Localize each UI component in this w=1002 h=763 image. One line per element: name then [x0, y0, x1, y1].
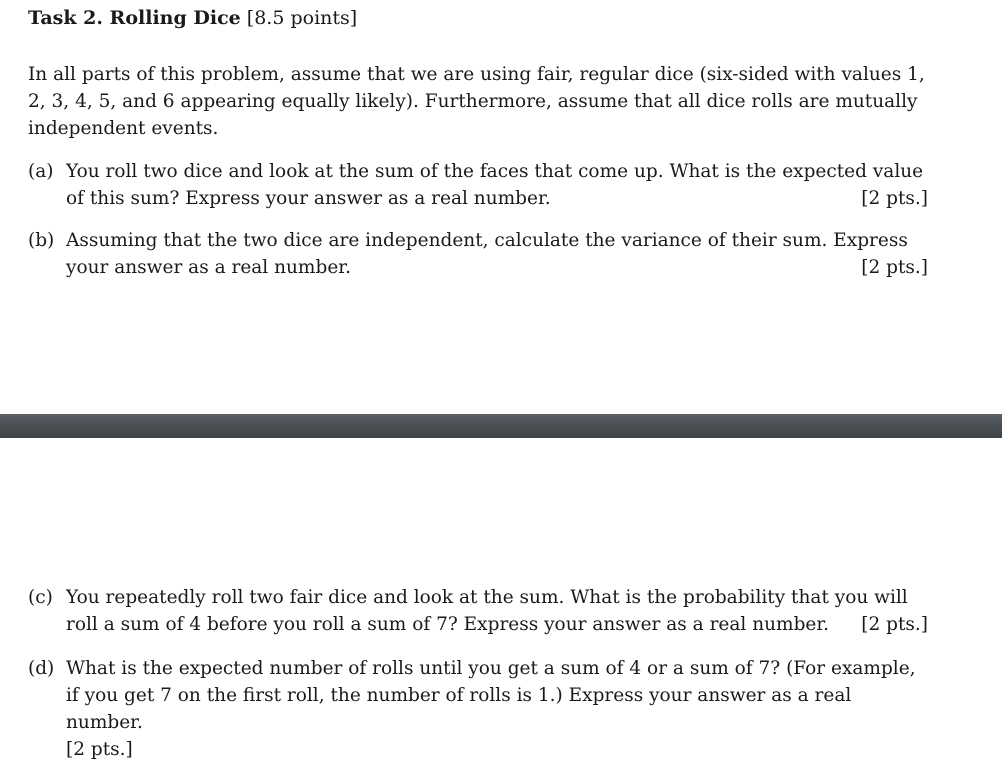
task-heading	[28, 4, 357, 32]
part-d	[28, 655, 928, 763]
part-d-label: (d)	[28, 658, 55, 679]
part-b	[28, 227, 928, 281]
part-d-text: What is the expected number of rolls until you get a sum of 4 or a sum of 7? (For example, if you get 7 on the first roll, the number of rolls is 1.) Express your answer as a real number.	[66, 658, 916, 733]
part-a-label: (a)	[28, 161, 54, 182]
part-c-text: You repeatedly roll two fair dice and look at the sum. What is the probability that you will roll a sum of 4 before you roll a sum of 7? Express your answer as a real number.	[66, 587, 908, 635]
part-b-label: (b)	[28, 230, 55, 251]
task-title: Task 2. Rolling Dice	[28, 7, 241, 29]
intro-paragraph: In all parts of this problem, assume that we are using fair, regular dice (six-sided with values 1, 2, 3, 4, 5, and 6 appearing equally likely). Furthermore, assume that all dice rolls are mutually independent events.	[28, 64, 925, 139]
part-a	[28, 158, 928, 212]
part-a-points: [2 pts.]	[861, 188, 928, 209]
part-b-text: Assuming that the two dice are independent, calculate the variance of their sum. Express your answer as a real number.	[66, 230, 908, 278]
part-d-points: [2 pts.]	[66, 739, 133, 760]
document-page-bottom	[0, 438, 1002, 760]
task-points: [8.5 points]	[246, 7, 358, 29]
page-break-divider	[0, 414, 1002, 438]
part-a-text: You roll two dice and look at the sum of the faces that come up. What is the expected value of this sum? Express your answer as a real number.	[66, 161, 924, 209]
part-b-points: [2 pts.]	[861, 257, 928, 278]
part-c-label: (c)	[28, 587, 53, 608]
part-c	[28, 584, 928, 638]
part-c-points: [2 pts.]	[861, 614, 928, 635]
